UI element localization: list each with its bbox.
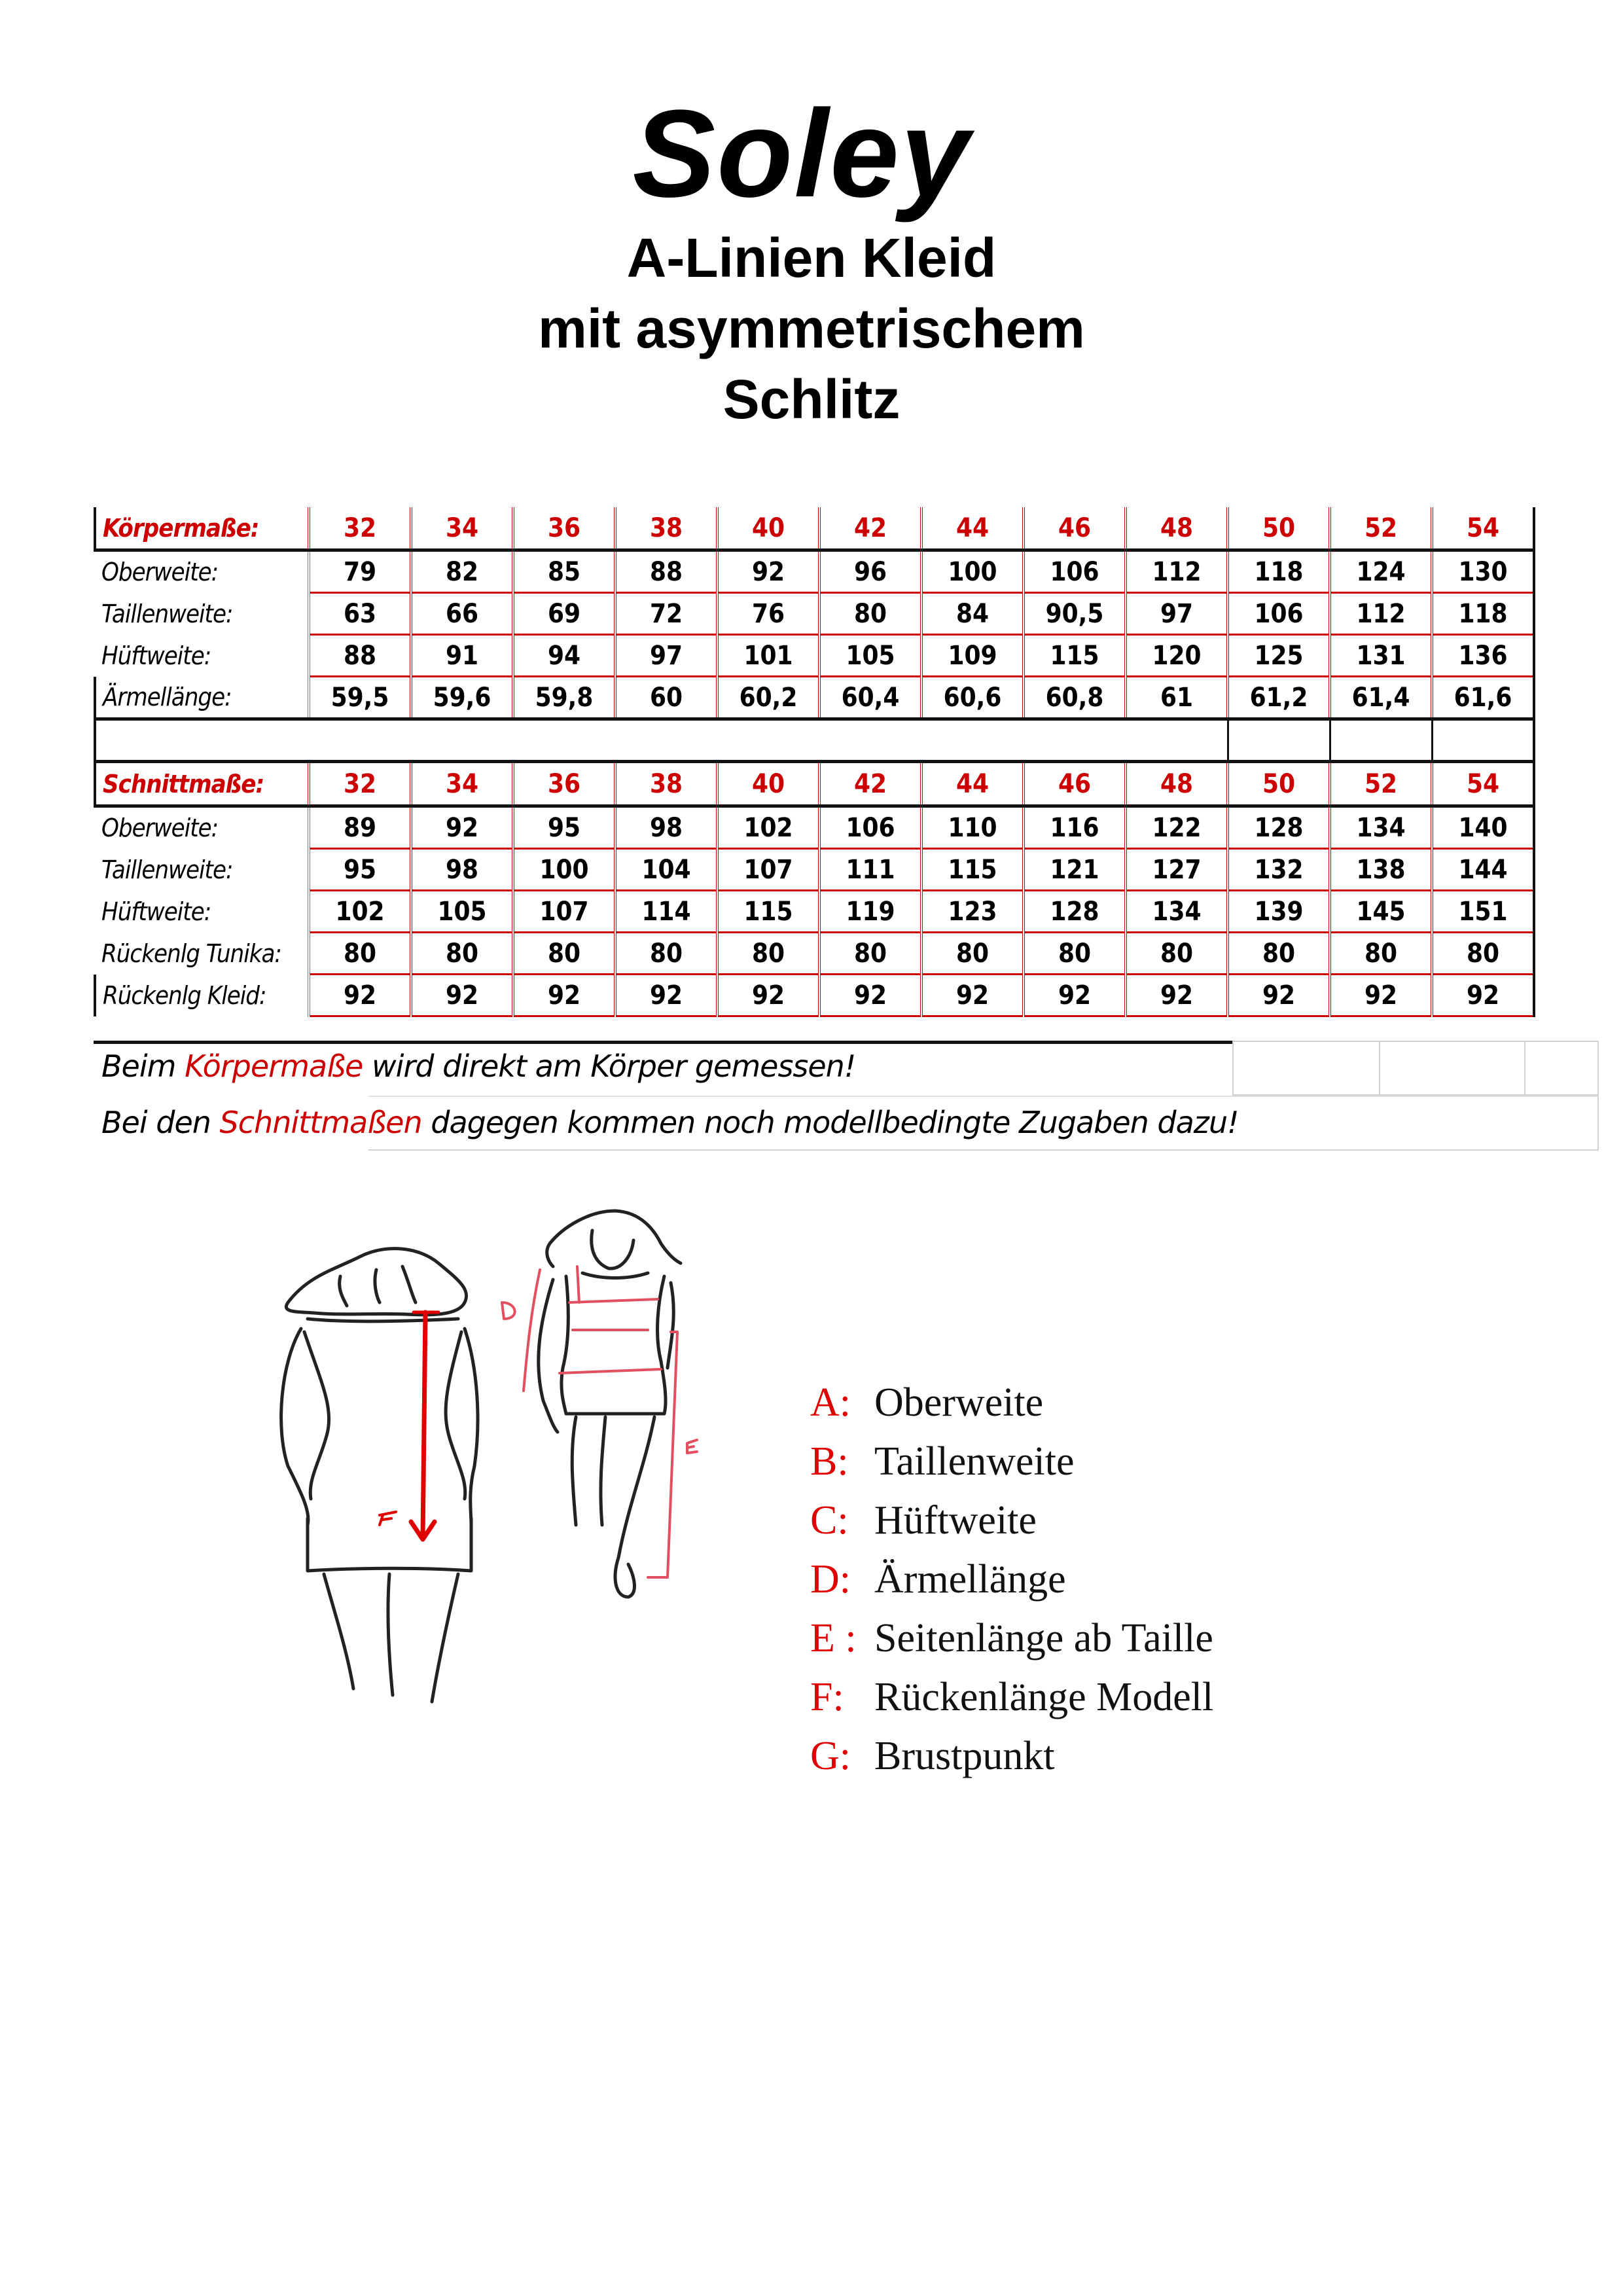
- table-cell: 80: [921, 933, 1024, 975]
- table-cell: 97: [1126, 593, 1228, 635]
- table-cell: 76: [717, 593, 819, 635]
- table-cell: 80: [309, 933, 411, 975]
- size-header-cell: 36: [513, 762, 615, 806]
- table-cell: 91: [411, 635, 513, 677]
- table-cell: 92: [819, 975, 921, 1016]
- table-row: [95, 550, 1534, 593]
- legend-label: Oberweite: [874, 1380, 1044, 1425]
- row-label: Taillenweite:: [95, 849, 309, 891]
- size-header-cell: 44: [921, 507, 1024, 550]
- table-row: [95, 933, 1534, 975]
- table-cell: 118: [1432, 593, 1534, 635]
- legend-item: [810, 1668, 1213, 1727]
- table-cell: 112: [1126, 550, 1228, 593]
- table-cell: 92: [1126, 975, 1228, 1016]
- spacer-cell: [1228, 719, 1330, 762]
- legend-label: Taillenweite: [874, 1439, 1075, 1484]
- table-cell: 134: [1126, 891, 1228, 933]
- note-text: wird direkt am Körper gemessen!: [363, 1049, 856, 1084]
- size-header-cell: 44: [921, 762, 1024, 806]
- legend-item: [810, 1609, 1213, 1668]
- size-header-cell: 38: [615, 762, 717, 806]
- table-row: [95, 891, 1534, 933]
- note-body-measurements: [101, 1049, 855, 1084]
- table-cell: 145: [1330, 891, 1432, 933]
- table-cell: 109: [921, 635, 1024, 677]
- table-cell: 119: [819, 891, 921, 933]
- table-cell: 134: [1330, 806, 1432, 849]
- back-length-arrow: [380, 1312, 438, 1539]
- table-cell: 80: [411, 933, 513, 975]
- table-cell: 128: [1024, 891, 1126, 933]
- table-cell: 60,2: [717, 677, 819, 719]
- spacer-cell: [1432, 719, 1534, 762]
- front-right-arm: [668, 1283, 673, 1368]
- note-grid: [1232, 1041, 1599, 1096]
- table-cell: 89: [309, 806, 411, 849]
- row-label: Rückenlg Tunika:: [95, 933, 309, 975]
- legend-item: [810, 1550, 1213, 1609]
- table-cell: 92: [1330, 975, 1432, 1016]
- size-header-cell: 42: [819, 762, 921, 806]
- size-header-cell: 42: [819, 507, 921, 550]
- note-text: dagegen kommen noch modellbedingte Zugaben dazu!: [421, 1105, 1239, 1140]
- table-cell: 105: [819, 635, 921, 677]
- note-text: Beim: [101, 1049, 185, 1084]
- table-cell: 100: [513, 849, 615, 891]
- table-cell: 61,6: [1432, 677, 1534, 719]
- note-pattern-measurements: [101, 1105, 1239, 1140]
- legend-item: [810, 1727, 1213, 1785]
- table-cell: 97: [615, 635, 717, 677]
- measurement-illustration: [262, 1191, 733, 1990]
- table-cell: 100: [921, 550, 1024, 593]
- arrow-shaft: [423, 1312, 425, 1538]
- pattern-measurements-section: [95, 762, 1534, 1016]
- table-cell: 92: [717, 975, 819, 1016]
- spacer-cell: [95, 719, 1228, 762]
- table-cell: 132: [1228, 849, 1330, 891]
- legend-item: [810, 1373, 1213, 1432]
- table-cell: 92: [1024, 975, 1126, 1016]
- table-cell: 80: [615, 933, 717, 975]
- size-header-cell: 48: [1126, 762, 1228, 806]
- size-table: [94, 507, 1535, 1017]
- table-cell: 98: [411, 849, 513, 891]
- table-cell: 72: [615, 593, 717, 635]
- table-cell: 138: [1330, 849, 1432, 891]
- table-cell: 128: [1228, 806, 1330, 849]
- table-cell: 121: [1024, 849, 1126, 891]
- size-header-cell: 32: [309, 762, 411, 806]
- legend-label: Rückenlänge Modell: [874, 1675, 1214, 1719]
- table-cell: 61: [1126, 677, 1228, 719]
- legend-item: [810, 1491, 1213, 1550]
- size-header-cell: 46: [1024, 507, 1126, 550]
- legend-key: G:: [810, 1734, 851, 1778]
- table-cell: 79: [309, 550, 411, 593]
- note-highlight: Schnittmaßen: [219, 1105, 422, 1140]
- subtitle-line-3: Schlitz: [722, 368, 901, 430]
- table-cell: 59,8: [513, 677, 615, 719]
- table-cell: 92: [411, 975, 513, 1016]
- table-cell: 131: [1330, 635, 1432, 677]
- front-face: [592, 1230, 633, 1268]
- grid-cell: [1232, 1042, 1234, 1096]
- size-header-cell: 52: [1330, 507, 1432, 550]
- row-label: Hüftweite:: [95, 635, 309, 677]
- size-header-cell: 34: [411, 762, 513, 806]
- measurement-legend: [810, 1373, 1213, 1785]
- table-cell: 112: [1330, 593, 1432, 635]
- row-label: Taillenweite:: [95, 593, 309, 635]
- subtitle-line-1: A-Linien Kleid: [626, 227, 997, 289]
- table-cell: 82: [411, 550, 513, 593]
- table-cell: 127: [1126, 849, 1228, 891]
- table-cell: 114: [615, 891, 717, 933]
- table-cell: 61,4: [1330, 677, 1432, 719]
- row-label: Oberweite:: [95, 806, 309, 849]
- table-cell: 92: [1432, 975, 1534, 1016]
- table-cell: 111: [819, 849, 921, 891]
- table-cell: 60,4: [819, 677, 921, 719]
- size-header-row: [95, 507, 1534, 550]
- size-header-cell: 40: [717, 762, 819, 806]
- table-cell: 107: [513, 891, 615, 933]
- note-highlight: Körpermaße: [185, 1049, 363, 1084]
- table-cell: 94: [513, 635, 615, 677]
- legend-key: D:: [810, 1557, 851, 1602]
- table-cell: 92: [309, 975, 411, 1016]
- table-cell: 125: [1228, 635, 1330, 677]
- size-header-cell: 32: [309, 507, 411, 550]
- legend-key: F:: [810, 1675, 844, 1719]
- table-cell: 69: [513, 593, 615, 635]
- table-cell: 105: [411, 891, 513, 933]
- back-dress: [308, 1518, 471, 1571]
- table-cell: 106: [1024, 550, 1126, 593]
- mark-d-letter: [502, 1302, 515, 1319]
- table-cell: 144: [1432, 849, 1534, 891]
- table-cell: 92: [513, 975, 615, 1016]
- body-measurements-section: [95, 507, 1534, 719]
- table-cell: 80: [1432, 933, 1534, 975]
- table-cell: 104: [615, 849, 717, 891]
- table-cell: 96: [819, 550, 921, 593]
- table-cell: 88: [309, 635, 411, 677]
- legend-key: A:: [810, 1380, 851, 1425]
- back-right-leg: [432, 1574, 458, 1702]
- table-cell: 92: [615, 975, 717, 1016]
- table-cell: 92: [921, 975, 1024, 1016]
- table-cell: 80: [717, 933, 819, 975]
- table-cell: 116: [1024, 806, 1126, 849]
- table-cell: 92: [411, 806, 513, 849]
- brand-title: Soley: [632, 84, 971, 223]
- size-header-cell: 40: [717, 507, 819, 550]
- front-torso: [562, 1276, 666, 1414]
- legend-label: Hüftweite: [874, 1498, 1037, 1543]
- front-neck-shoulders: [582, 1273, 648, 1278]
- table-cell: 80: [819, 933, 921, 975]
- title-block: [0, 85, 1623, 435]
- table-row: [95, 849, 1534, 891]
- front-view-figure: [539, 1211, 681, 1597]
- section-title: Schnittmaße:: [95, 762, 309, 806]
- mark-e-letter: [687, 1440, 697, 1453]
- table-cell: 84: [921, 593, 1024, 635]
- size-header-cell: 50: [1228, 507, 1330, 550]
- front-measure-marks: [502, 1266, 697, 1577]
- grid-cell: [1379, 1042, 1380, 1096]
- table-cell: 107: [717, 849, 819, 891]
- front-left-leg: [572, 1417, 605, 1525]
- table-cell: 92: [717, 550, 819, 593]
- legend-item: [810, 1432, 1213, 1491]
- table-cell: 90,5: [1024, 593, 1126, 635]
- legend-key: C:: [810, 1498, 849, 1543]
- size-header-cell: 34: [411, 507, 513, 550]
- table-cell: 95: [309, 849, 411, 891]
- legend-label: Seitenlänge ab Taille: [874, 1616, 1213, 1660]
- table-row: [95, 975, 1534, 1016]
- section-title: Körpermaße:: [95, 507, 309, 550]
- table-cell: 95: [513, 806, 615, 849]
- table-cell: 123: [921, 891, 1024, 933]
- size-header-cell: 52: [1330, 762, 1432, 806]
- size-header-cell: 50: [1228, 762, 1330, 806]
- table-cell: 80: [513, 933, 615, 975]
- size-header-cell: 36: [513, 507, 615, 550]
- front-hair: [547, 1211, 681, 1266]
- table-cell: 66: [411, 593, 513, 635]
- back-view-figure: [281, 1249, 478, 1702]
- table-cell: 115: [717, 891, 819, 933]
- table-cell: 110: [921, 806, 1024, 849]
- legend-key: B:: [810, 1439, 849, 1484]
- table-cell: 80: [1330, 933, 1432, 975]
- table-row: [95, 806, 1534, 849]
- size-header-cell: 54: [1432, 762, 1534, 806]
- back-right-arm: [446, 1329, 478, 1525]
- mark-f: [380, 1512, 396, 1525]
- table-cell: 120: [1126, 635, 1228, 677]
- back-shoulders: [308, 1319, 458, 1321]
- table-cell: 61,2: [1228, 677, 1330, 719]
- table-cell: 59,5: [309, 677, 411, 719]
- table-cell: 139: [1228, 891, 1330, 933]
- mark-c-line: [560, 1369, 661, 1373]
- table-cell: 106: [819, 806, 921, 849]
- table-cell: 80: [1228, 933, 1330, 975]
- table-cell: 124: [1330, 550, 1432, 593]
- table-cell: 59,6: [411, 677, 513, 719]
- size-header-row: [95, 762, 1534, 806]
- legend-label: Ärmellänge: [874, 1557, 1066, 1602]
- grid-cell: [1524, 1042, 1525, 1096]
- table-cell: 80: [1126, 933, 1228, 975]
- size-header-cell: 48: [1126, 507, 1228, 550]
- note-text: Bei den: [101, 1105, 220, 1140]
- table-cell: 101: [717, 635, 819, 677]
- table-cell: 60: [615, 677, 717, 719]
- table-cell: 80: [1024, 933, 1126, 975]
- table-row: [95, 593, 1534, 635]
- back-left-arm: [281, 1329, 329, 1525]
- table-cell: 136: [1432, 635, 1534, 677]
- table-cell: 88: [615, 550, 717, 593]
- table-row: [95, 635, 1534, 677]
- table-cell: 92: [1228, 975, 1330, 1016]
- table-cell: 151: [1432, 891, 1534, 933]
- table-cell: 122: [1126, 806, 1228, 849]
- legend-label: Brustpunkt: [874, 1734, 1055, 1778]
- table-cell: 85: [513, 550, 615, 593]
- table-cell: 60,6: [921, 677, 1024, 719]
- size-header-cell: 38: [615, 507, 717, 550]
- note-box: [94, 1041, 1535, 1152]
- row-label: Hüftweite:: [95, 891, 309, 933]
- table-cell: 102: [309, 891, 411, 933]
- table-cell: 115: [1024, 635, 1126, 677]
- table-row: [95, 677, 1534, 719]
- subtitle-line-2: mit asymmetrischem: [538, 298, 1085, 359]
- legend-key: E :: [810, 1616, 857, 1660]
- table-cell: 98: [615, 806, 717, 849]
- size-header-cell: 46: [1024, 762, 1126, 806]
- spacer-row: [95, 719, 1534, 762]
- table-spacer: [95, 719, 1534, 762]
- table-cell: 80: [819, 593, 921, 635]
- front-right-leg: [615, 1417, 654, 1597]
- back-hair-strand: [340, 1266, 416, 1306]
- table-cell: 63: [309, 593, 411, 635]
- spacer-cell: [1330, 719, 1432, 762]
- table-cell: 106: [1228, 593, 1330, 635]
- table-cell: 118: [1228, 550, 1330, 593]
- row-label: Rückenlg Kleid:: [95, 975, 309, 1016]
- back-left-leg: [324, 1574, 393, 1695]
- note-divider: [94, 1041, 1232, 1044]
- table-cell: 102: [717, 806, 819, 849]
- table-cell: 60,8: [1024, 677, 1126, 719]
- row-label: Oberweite:: [95, 550, 309, 593]
- table-cell: 140: [1432, 806, 1534, 849]
- size-header-cell: 54: [1432, 507, 1534, 550]
- front-left-arm: [539, 1280, 558, 1432]
- table-cell: 115: [921, 849, 1024, 891]
- row-label: Ärmellänge:: [95, 677, 309, 719]
- table-cell: 130: [1432, 550, 1534, 593]
